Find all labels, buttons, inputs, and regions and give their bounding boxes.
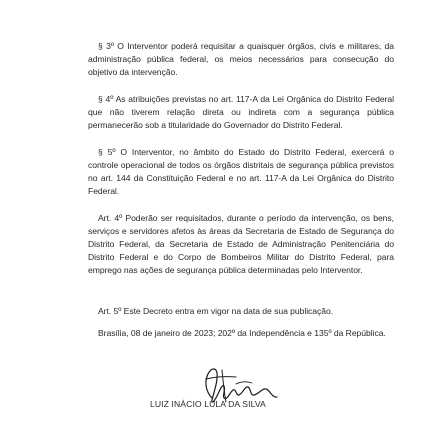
- paragraph-3: § 3º O Interventor poderá requisitar a quaisquer órgãos, civis e militares, da administração pública federal, os meios necessários para consecução do objetivo da intervenção.: [88, 41, 394, 77]
- article-5: Art. 5º Este Decreto entra em vigor na data de sua publicação.: [98, 306, 334, 316]
- signatory-name: LUIZ INÁCIO LULA DA SILVA: [150, 399, 266, 409]
- paragraph-5: § 5º O Interventor, no âmbito do Estado do Distrito Federal, exercerá o controle operacional de todos os órgãos distritais de segurança pública previstos no art. 144 da Constituição Federal e no art. 117-A da Lei Orgânica do Distrito Federal.: [88, 147, 394, 196]
- paragraph-4: § 4º As atribuições previstas no art. 117-A da Lei Orgânica do Distrito Federal que não tiverem relação direta ou indireta com a segurança pública permanecerão sob a titularidade do Governador do Distrito Federal.: [88, 94, 394, 130]
- date-place-line: Brasília, 08 de janeiro de 2023; 202º da Independência e 135º da República.: [98, 328, 386, 338]
- article-4: Art. 4º Poderão ser requisitados, durante o período da intervenção, os bens, serviços e servidores afetos às áreas da Secretaria de Estado de Segurança do Distrito Federal, da Secretaria de Estado de Administração Penitenciária do Distrito Federal e do Corpo de Bombeiros Militar do Distrito Federal, para emprego nas ações de segurança pública determinadas pelo Interventor.: [88, 213, 394, 275]
